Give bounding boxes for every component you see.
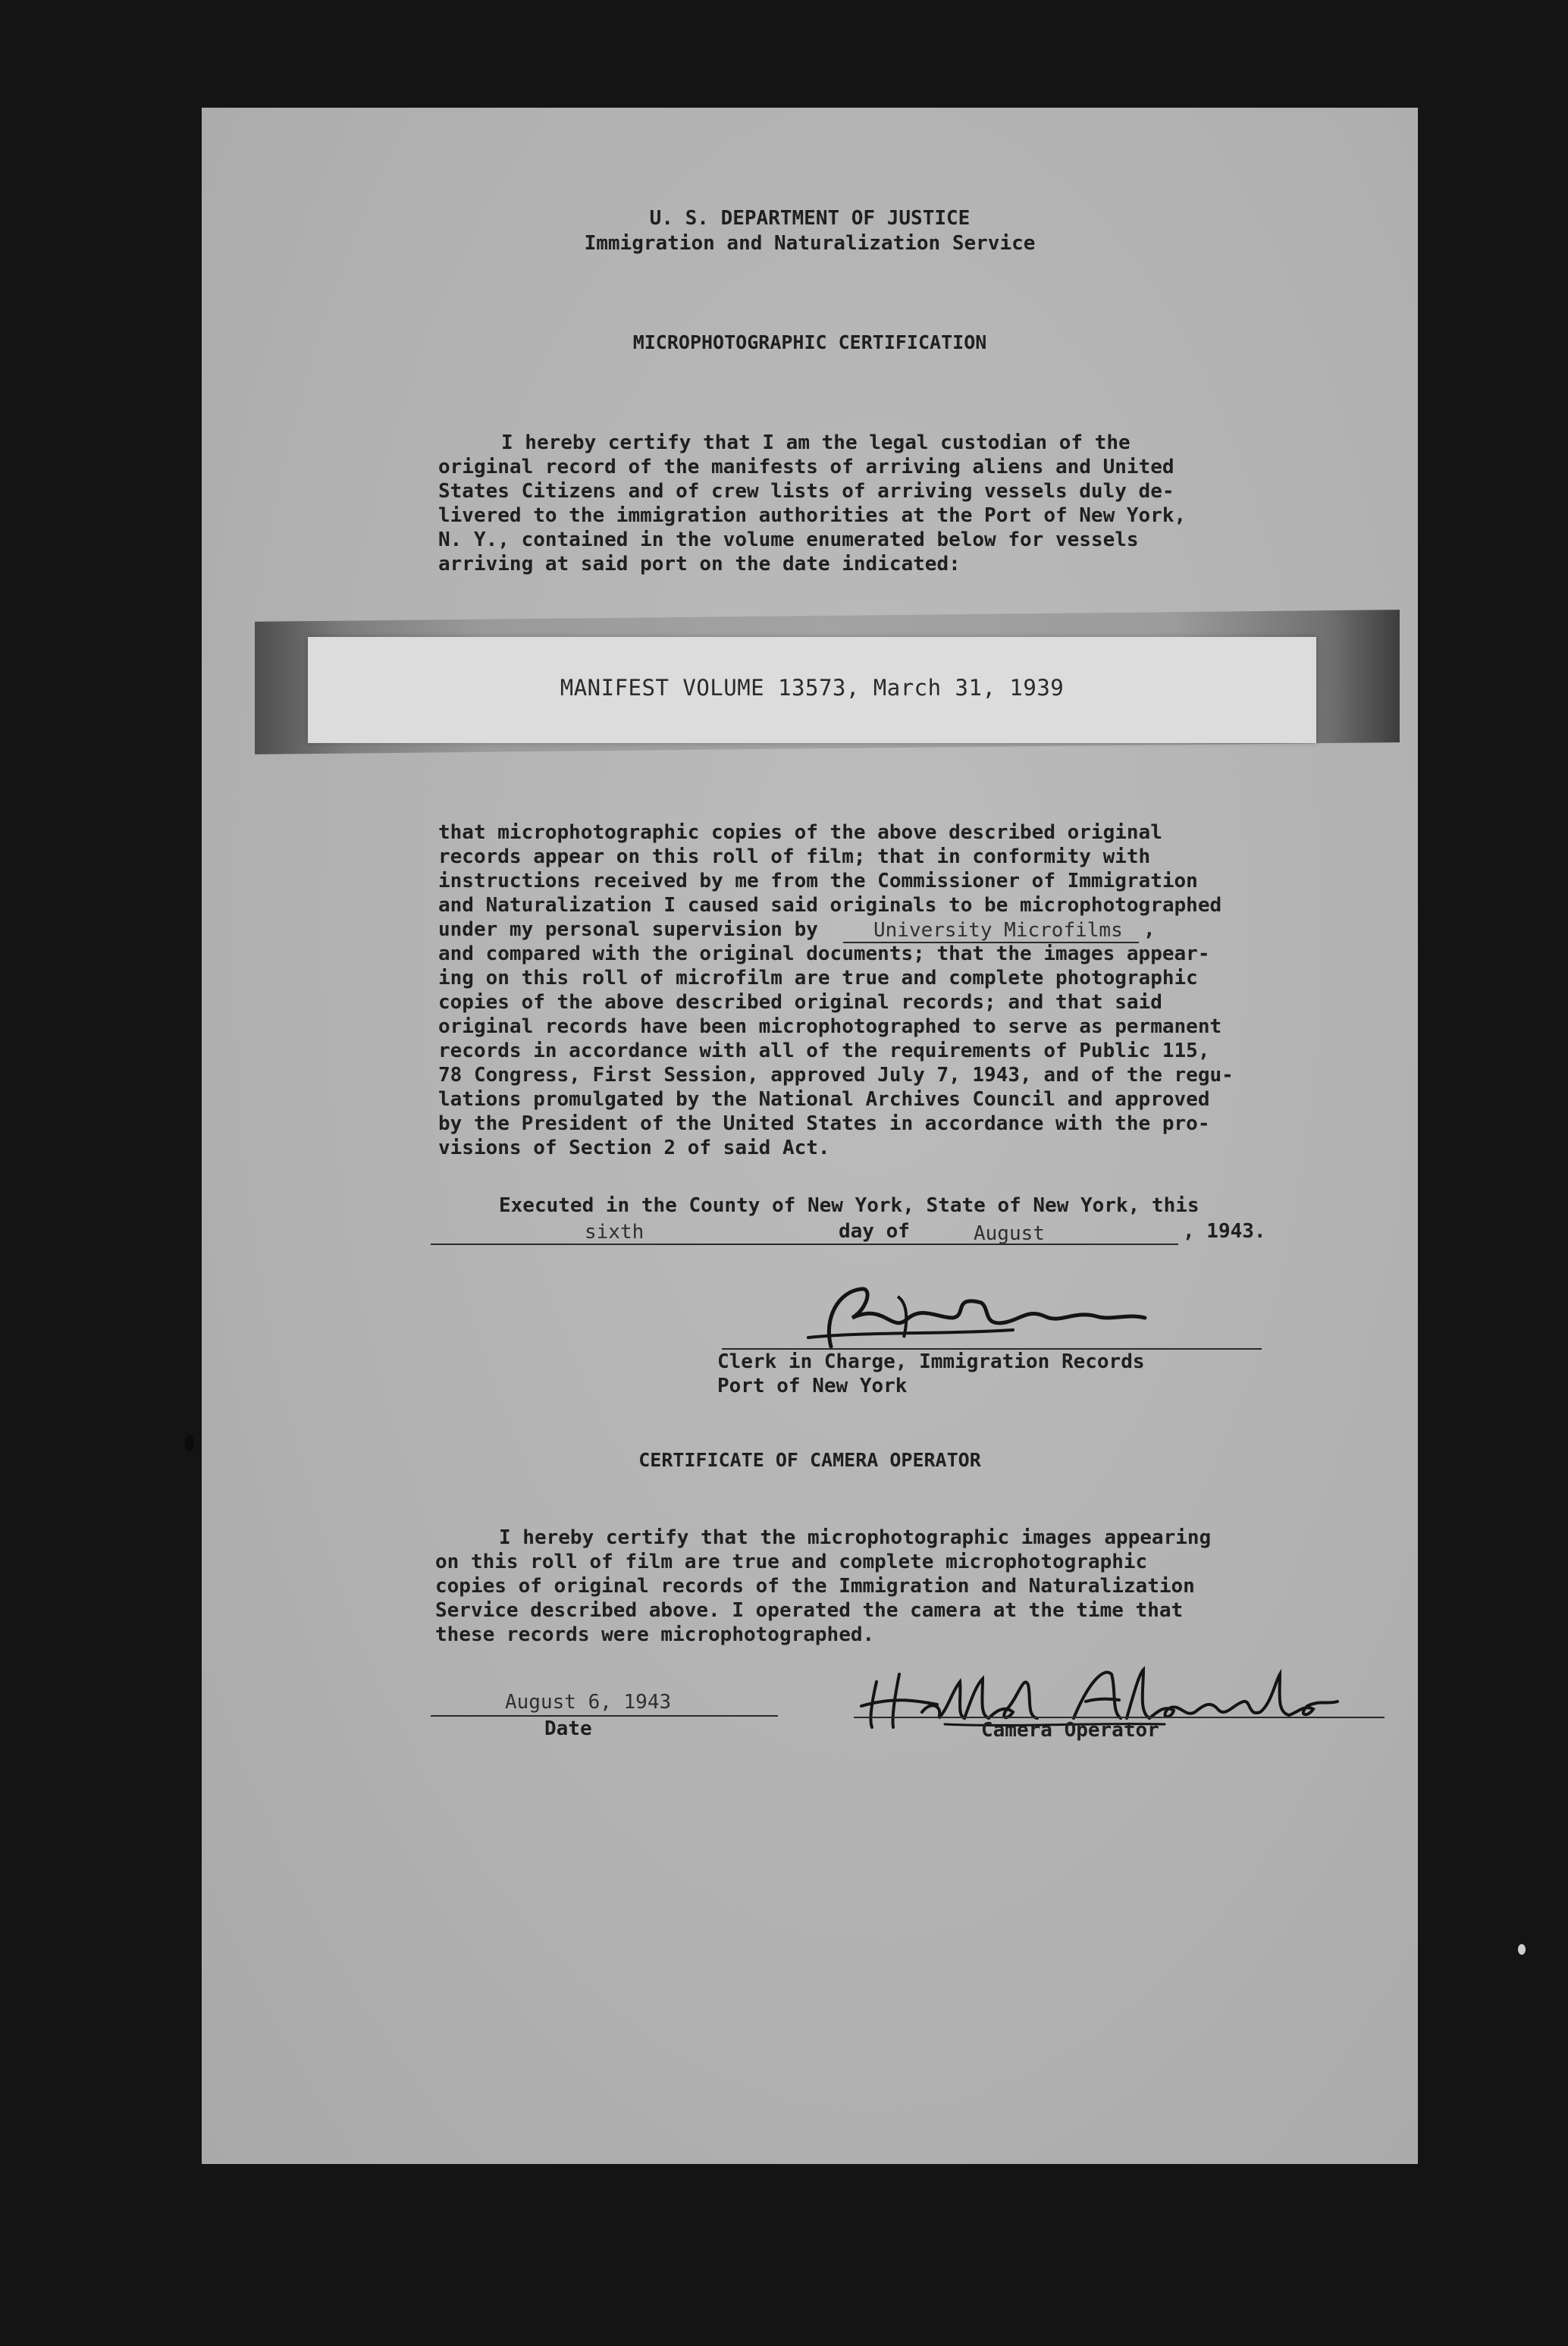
- supervision-prefix: under my personal supervision by: [438, 918, 818, 941]
- executed-day: sixth: [585, 1221, 644, 1244]
- body-line: that microphotographic copies of the above described original: [438, 821, 1162, 844]
- operator-date-line: [431, 1715, 778, 1717]
- certificate-page: [202, 108, 1418, 2164]
- body-line: and Naturalization I caused said originals to be microphotographed: [438, 894, 1222, 917]
- clerk-title: Clerk in Charge, Immigration Records: [717, 1350, 1145, 1373]
- intro-line: States Citizens and of crew lists of arriving vessels duly de-: [438, 480, 1174, 503]
- film-speck: [1518, 1944, 1526, 1955]
- supervision-by-value: University Microfilms: [873, 919, 1123, 942]
- body-line: instructions received by me from the Commissioner of Immigration: [438, 870, 1198, 892]
- operator-label: Camera Operator: [981, 1719, 1159, 1742]
- camera-line: Service described above. I operated the camera at the time that: [435, 1599, 1184, 1622]
- service-heading: Immigration and Naturalization Service: [584, 232, 1036, 255]
- camera-line: I hereby certify that the microphotographic images appearing: [499, 1526, 1212, 1549]
- camera-line: copies of original records of the Immigration and Naturalization: [435, 1575, 1195, 1598]
- operator-date-label: Date: [544, 1717, 592, 1740]
- intro-line: I hereby certify that I am the legal custodian of the: [501, 431, 1131, 454]
- body-line: lations promulgated by the National Archives Council and approved: [438, 1088, 1210, 1111]
- executed-month: August: [974, 1222, 1045, 1245]
- day-of-label: day of: [839, 1220, 910, 1243]
- supervision-suffix: ,: [1143, 918, 1156, 941]
- body-line: copies of the above described original records; and that said: [438, 991, 1162, 1014]
- body-line: ing on this roll of microfilm are true and complete photographic: [438, 967, 1198, 990]
- intro-line: original record of the manifests of arriving aliens and United: [438, 456, 1174, 478]
- body-line: original records have been microphotographed to serve as permanent: [438, 1015, 1222, 1038]
- month-underline: [919, 1244, 1178, 1245]
- manifest-volume-label: MANIFEST VOLUME 13573, March 31, 1939: [560, 675, 1065, 701]
- executed-year: , 1943.: [1183, 1220, 1266, 1243]
- intro-line: N. Y., contained in the volume enumerated below for vessels: [438, 528, 1139, 551]
- camera-line: on this roll of film are true and complete microphotographic: [435, 1551, 1148, 1573]
- body-line: by the President of the United States in accordance with the pro-: [438, 1112, 1210, 1135]
- certification-title: MICROPHOTOGRAPHIC CERTIFICATION: [632, 331, 987, 353]
- body-line: records in accordance with all of the requirements of Public 115,: [438, 1040, 1210, 1062]
- executed-line: Executed in the County of New York, State of New York, this: [499, 1194, 1200, 1217]
- clerk-location: Port of New York: [717, 1375, 908, 1397]
- body-line: records appear on this roll of film; that in conformity with: [438, 845, 1151, 868]
- intro-line: arriving at said port on the date indicated:: [438, 553, 961, 576]
- camera-line: these records were microphotographed.: [435, 1623, 875, 1646]
- clerk-signature: [778, 1272, 1203, 1356]
- film-speck: [185, 1435, 194, 1451]
- camera-operator-title: CERTIFICATE OF CAMERA OPERATOR: [638, 1449, 981, 1471]
- body-line: 78 Congress, First Session, approved July 7, 1943, and of the regu-: [438, 1064, 1234, 1087]
- manifest-strip: [308, 637, 1316, 743]
- body-line: visions of Section 2 of said Act.: [438, 1137, 830, 1159]
- intro-line: livered to the immigration authorities at the Port of New York,: [438, 504, 1187, 527]
- department-heading: U. S. DEPARTMENT OF JUSTICE: [649, 207, 971, 230]
- body-line: and compared with the original documents; that the images appear-: [438, 942, 1210, 965]
- operator-date-value: August 6, 1943: [505, 1691, 672, 1714]
